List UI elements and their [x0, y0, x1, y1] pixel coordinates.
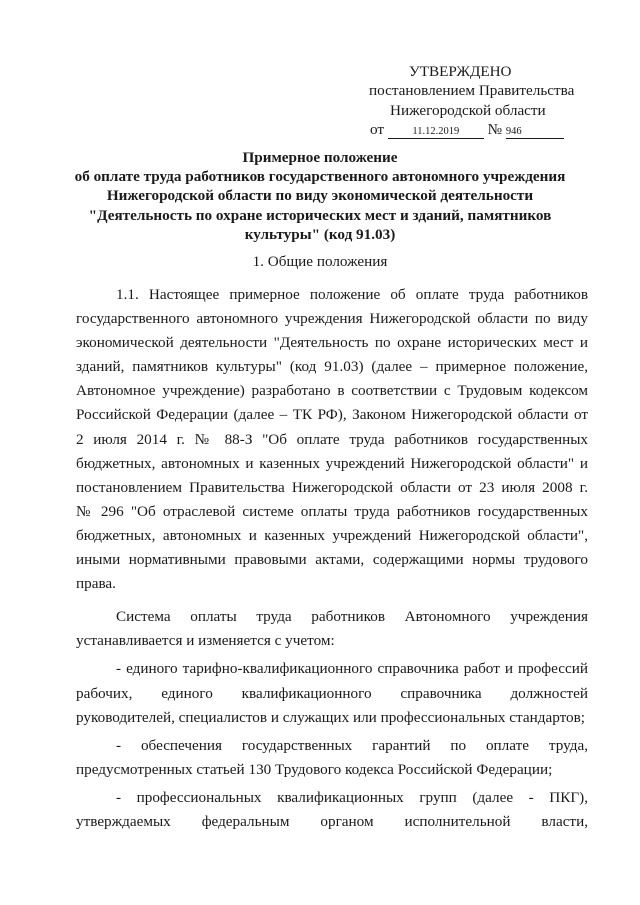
- text-line: Система оплаты труда работников Автономного учреждения: [116, 608, 588, 626]
- text-line: 1.1. Настоящее примерное положение об оплате труда работников: [116, 286, 588, 303]
- title-line: "Деятельность по охране исторических мест и зданий, памятников: [88, 206, 552, 224]
- number-sign: №: [487, 121, 503, 139]
- approval-number: 946: [506, 125, 564, 139]
- title-line: об оплате труда работников государственного автономного учреждения: [74, 168, 566, 186]
- section-heading: 1. Общие положения: [252, 253, 388, 270]
- text-line: - профессиональных квалификационных групп (далее - ПКГ),: [116, 788, 588, 806]
- list-item-guarantees: [76, 734, 588, 782]
- text-line: права.: [76, 575, 116, 593]
- approval-stamp: [362, 62, 612, 140]
- text-line: руководителей, специалистов и служащих или профессиональных стандартов;: [76, 708, 586, 726]
- text-line: Российской Федерации (далее – ТК РФ), Законом Нижегородской области от: [76, 406, 588, 424]
- title-line: Нижегородской области по виду экономической деятельности: [106, 187, 534, 205]
- list-item-pkg: [76, 786, 588, 834]
- date-prefix: от: [370, 121, 385, 139]
- paragraph-1-1: [76, 283, 588, 596]
- approval-region: Нижегородской области: [390, 101, 546, 119]
- title-line: Примерное положение: [242, 149, 398, 166]
- text-line: бюджетных, автономных и казенных учреждений Нижегородской области" и: [76, 454, 588, 472]
- text-line: - обеспечения государственных гарантий по оплате труда,: [116, 736, 588, 754]
- document-title: [40, 148, 600, 244]
- text-line: устанавливается и изменяется с учетом:: [76, 632, 335, 650]
- text-line: утверждаемых федеральным органом исполнительной власти,: [76, 812, 588, 830]
- text-line: постановлением Правительства Нижегородской области от 23 июля 2008 г.: [76, 478, 588, 496]
- text-line: зданий, памятников культуры" (код 91.03) (далее – примерное положение,: [76, 358, 588, 376]
- text-line: рабочих, единого квалификационного справочника должностей: [76, 684, 588, 702]
- text-line: Автономное учреждение) разработано в соответствии с Трудовым кодексом: [76, 382, 588, 400]
- title-line: культуры" (код 91.03): [244, 225, 396, 243]
- list-item-tariff: [76, 657, 588, 729]
- approval-date-number: [362, 120, 612, 139]
- approval-date: 11.12.2019: [388, 125, 484, 139]
- text-line: бюджетных, автономных и казенных учреждений Нижегородской области",: [76, 526, 588, 544]
- document-body: [76, 283, 588, 834]
- text-line: иными нормативными правовыми актами, содержащими нормы трудового: [76, 551, 588, 569]
- text-line: 2 июля 2014 г. № 88-З "Об оплате труда работников государственных: [76, 430, 588, 448]
- text-line: государственного автономного учреждения Нижегородской области по виду: [76, 310, 588, 328]
- approval-authority: постановлением Правительства: [369, 82, 575, 100]
- text-line: № 296 "Об отраслевой системе оплаты труда работников государственных: [76, 502, 588, 520]
- text-line: экономической деятельности "Деятельность по охране исторических мест и: [76, 334, 588, 352]
- text-line: - единого тарифно-квалификационного справочника работ и профессий: [116, 660, 588, 678]
- approval-heading: УТВЕРЖДЕНО: [409, 63, 512, 80]
- paragraph-system: [76, 605, 588, 653]
- text-line: предусмотренных статьей 130 Трудового кодекса Российской Федерации;: [76, 760, 553, 778]
